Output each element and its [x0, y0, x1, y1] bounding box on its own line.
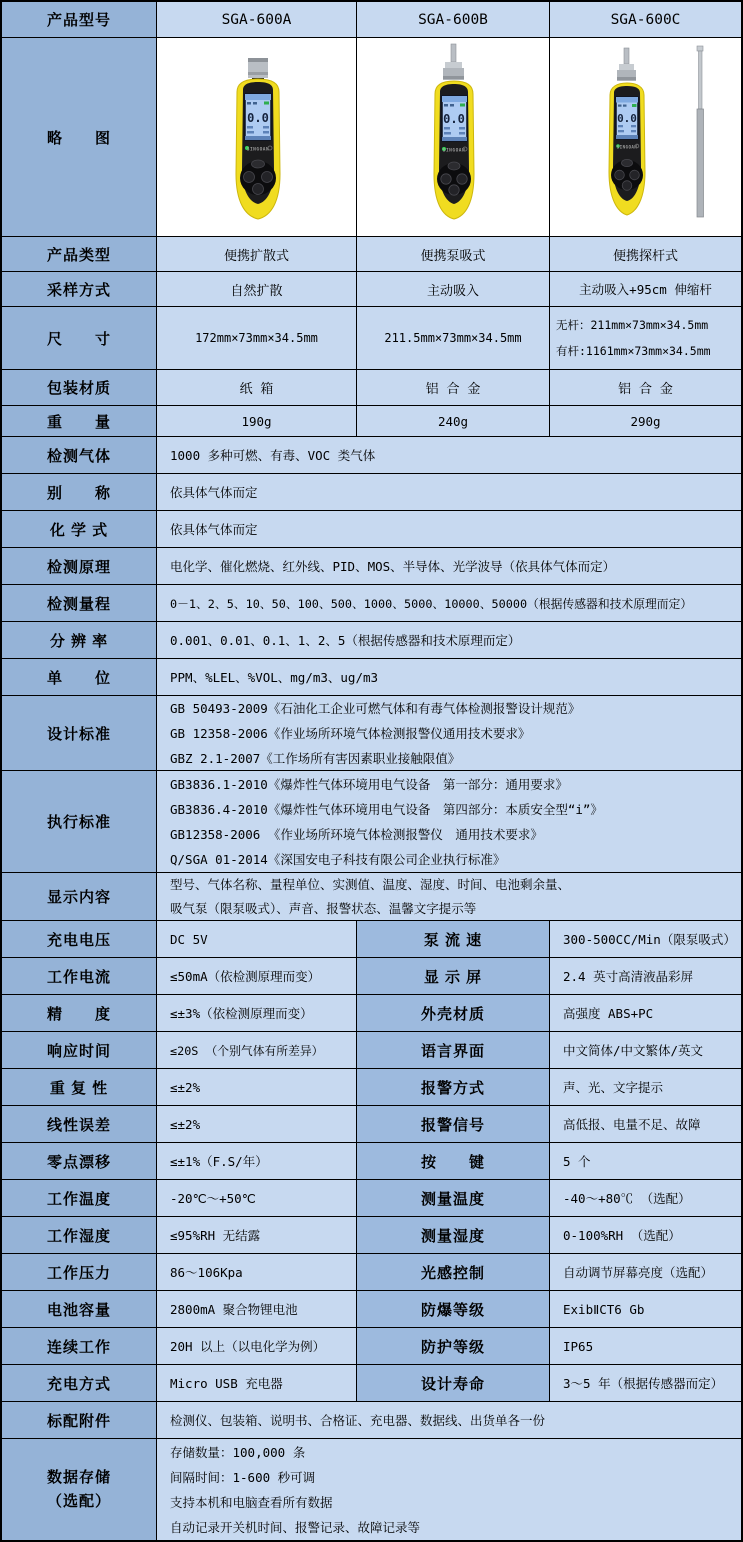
display-screen-label: 显 示 屏	[357, 958, 550, 995]
row-chemical-formula	[2, 511, 741, 548]
repeatability-value: ≤±2%	[157, 1069, 357, 1106]
detect-range-value: 0－1、2、5、10、50、100、500、1000、5000、10000、50000（根据传感器和技术原理而定）	[157, 585, 741, 622]
row-data-storage	[2, 1439, 741, 1540]
dimensions-a: 172mm×73mm×34.5mm	[157, 307, 357, 370]
unit-label: 单 位	[2, 659, 157, 696]
row-detect-range	[2, 585, 741, 622]
row-repeatability	[2, 1069, 741, 1106]
zero-drift-value: ≤±1%（F.S/年）	[157, 1143, 357, 1180]
sampling-a: 自然扩散	[157, 272, 357, 307]
row-execution-standard	[2, 771, 741, 873]
row-unit	[2, 659, 741, 696]
sampling-c: 主动吸入+95cm 伸缩杆	[550, 272, 741, 307]
weight-b: 240g	[357, 406, 550, 437]
row-response-time	[2, 1032, 741, 1069]
display-content-value	[157, 873, 741, 921]
row-working-current	[2, 958, 741, 995]
row-display-content	[2, 873, 741, 921]
design-standard-line1: GB 50493-2009《石油化工企业可燃气体和有毒气体检测报警设计规范》	[170, 700, 581, 716]
row-alias	[2, 474, 741, 511]
design-standard-line2: GB 12358-2006《作业场所环境气体检测报警仪通用技术要求》	[170, 725, 531, 741]
row-detect-principle	[2, 548, 741, 585]
row-accessories	[2, 1402, 741, 1439]
design-standard-label: 设计标准	[2, 696, 157, 771]
execution-standard-value	[157, 771, 741, 873]
working-temperature-value: -20℃～+50℃	[157, 1180, 357, 1217]
product-type-a: 便携扩散式	[157, 237, 357, 272]
row-sketch	[2, 38, 741, 237]
row-resolution	[2, 622, 741, 659]
data-storage-line1: 存储数量：100,000 条	[170, 1444, 306, 1460]
device-image-cell-a	[157, 38, 357, 237]
row-detect-gas	[2, 437, 741, 474]
row-design-standard	[2, 696, 741, 771]
response-time-value: ≤20S （个别气体有所差异）	[157, 1032, 357, 1069]
detect-principle-value: 电化学、催化燃烧、红外线、PID、MOS、半导体、光学波导（依具体气体而定）	[157, 548, 741, 585]
explosion-proof-value: ExibⅡCT6 Gb	[550, 1291, 741, 1328]
display-content-line2: 吸气泵（限泵吸式）、声音、报警状态、温馨文字提示等	[170, 900, 477, 916]
working-humidity-label: 工作湿度	[2, 1217, 157, 1254]
working-temperature-label: 工作温度	[2, 1180, 157, 1217]
dimensions-c-line2: 有杆:1161mm×73mm×34.5mm	[556, 344, 711, 358]
execution-standard-line4: Q/SGA 01-2014《深国安电子科技有限公司企业执行标准》	[170, 851, 506, 867]
weight-label: 重 量	[2, 406, 157, 437]
data-storage-line2: 间隔时间：1-600 秒可调	[170, 1469, 316, 1485]
accessories-label: 标配附件	[2, 1402, 157, 1439]
linearity-error-value: ≤±2%	[157, 1106, 357, 1143]
packaging-a: 纸 箱	[157, 370, 357, 406]
row-weight	[2, 406, 741, 437]
weight-c: 290g	[550, 406, 741, 437]
execution-standard-line3: GB12358-2006 《作业场所环境气体检测报警仪 通用技术要求》	[170, 826, 543, 842]
dimensions-b: 211.5mm×73mm×34.5mm	[357, 307, 550, 370]
data-storage-value	[157, 1439, 741, 1540]
product-type-b: 便携泵吸式	[357, 237, 550, 272]
row-working-humidity	[2, 1217, 741, 1254]
svg-text:0.0: 0.0	[616, 112, 637, 125]
row-packaging-material	[2, 370, 741, 406]
model-b-header: SGA-600B	[357, 2, 550, 38]
measure-humidity-value: 0-100%RH （选配）	[550, 1217, 741, 1254]
design-life-value: 3～5 年（根据传感器而定）	[550, 1365, 741, 1402]
device-illustration-sga-600c-icon	[571, 42, 721, 232]
alias-label: 别 称	[2, 474, 157, 511]
charging-method-label: 充电方式	[2, 1365, 157, 1402]
sketch-label: 略 图	[2, 38, 157, 237]
accessories-value: 检测仪、包装箱、说明书、合格证、充电器、数据线、出货单各一份	[157, 1402, 741, 1439]
data-storage-label	[2, 1439, 157, 1540]
accuracy-label: 精 度	[2, 995, 157, 1032]
row-sampling-method	[2, 272, 741, 307]
data-storage-line4: 自动记录开关机时间、报警记录、故障记录等	[170, 1519, 421, 1535]
display-content-label: 显示内容	[2, 873, 157, 921]
linearity-error-label: 线性误差	[2, 1106, 157, 1143]
measure-temperature-label: 测量温度	[357, 1180, 550, 1217]
dimensions-label: 尺 寸	[2, 307, 157, 370]
unit-value: PPM、%LEL、%VOL、mg/m3、ug/m3	[157, 659, 741, 696]
svg-text:SINGOAN: SINGOAN	[616, 144, 637, 150]
svg-text:0.0: 0.0	[246, 111, 269, 125]
svg-text:SINGOAN: SINGOAN	[246, 147, 269, 153]
row-zero-drift	[2, 1143, 741, 1180]
light-sense-label: 光感控制	[357, 1254, 550, 1291]
working-humidity-value: ≤95%RH 无结露	[157, 1217, 357, 1254]
dimensions-c	[550, 307, 741, 370]
packaging-label: 包装材质	[2, 370, 157, 406]
data-storage-line3: 支持本机和电脑查看所有数据	[170, 1494, 333, 1510]
pump-flow-value: 300-500CC/Min（限泵吸式）	[550, 921, 741, 958]
alarm-mode-label: 报警方式	[357, 1069, 550, 1106]
explosion-proof-label: 防爆等级	[357, 1291, 550, 1328]
row-dimensions	[2, 307, 741, 370]
row-battery-capacity	[2, 1291, 741, 1328]
model-a-header: SGA-600A	[157, 2, 357, 38]
execution-standard-line1: GB3836.1-2010《爆炸性气体环境用电气设备 第一部分：通用要求》	[170, 776, 568, 792]
display-content-line1: 型号、气体名称、量程单位、实测值、温度、湿度、时间、电池剩余量、	[170, 876, 571, 892]
resolution-label: 分 辨 率	[2, 622, 157, 659]
response-time-label: 响应时间	[2, 1032, 157, 1069]
device-image-cell-b	[357, 38, 550, 237]
row-product-type	[2, 237, 741, 272]
device-illustration-sga-600a-icon	[197, 42, 317, 232]
charging-method-value: Micro USB 充电器	[157, 1365, 357, 1402]
weight-a: 190g	[157, 406, 357, 437]
measure-temperature-value: -40～+80℃ （选配）	[550, 1180, 741, 1217]
shell-material-value: 高强度 ABS+PC	[550, 995, 741, 1032]
pump-flow-label: 泵 流 速	[357, 921, 550, 958]
battery-capacity-value: 2800mA 聚合物锂电池	[157, 1291, 357, 1328]
measure-humidity-label: 测量湿度	[357, 1217, 550, 1254]
protection-grade-label: 防护等级	[357, 1328, 550, 1365]
zero-drift-label: 零点漂移	[2, 1143, 157, 1180]
data-storage-label-line1: 数据存储	[46, 1468, 111, 1486]
working-current-value: ≤50mA（依检测原理而变）	[157, 958, 357, 995]
execution-standard-label: 执行标准	[2, 771, 157, 873]
buttons-value: 5 个	[550, 1143, 741, 1180]
language-ui-value: 中文简体/中文繁体/英文	[550, 1032, 741, 1069]
repeatability-label: 重 复 性	[2, 1069, 157, 1106]
detect-range-label: 检测量程	[2, 585, 157, 622]
model-c-header: SGA-600C	[550, 2, 741, 38]
alias-value: 依具体气体而定	[157, 474, 741, 511]
row-working-temperature	[2, 1180, 741, 1217]
chemical-formula-label: 化 学 式	[2, 511, 157, 548]
device-illustration-sga-600b-icon	[393, 42, 513, 232]
packaging-c: 铝 合 金	[550, 370, 741, 406]
chemical-formula-value: 依具体气体而定	[157, 511, 741, 548]
protection-grade-value: IP65	[550, 1328, 741, 1365]
row-accuracy	[2, 995, 741, 1032]
row-linearity-error	[2, 1106, 741, 1143]
design-life-label: 设计寿命	[357, 1365, 550, 1402]
shell-material-label: 外壳材质	[357, 995, 550, 1032]
detect-gas-label: 检测气体	[2, 437, 157, 474]
device-image-cell-c	[550, 38, 741, 237]
detect-principle-label: 检测原理	[2, 548, 157, 585]
alarm-signal-value: 高低报、电量不足、故障	[550, 1106, 741, 1143]
product-model-label: 产品型号	[2, 2, 157, 38]
language-ui-label: 语言界面	[357, 1032, 550, 1069]
product-type-c: 便携探杆式	[550, 237, 741, 272]
sampling-b: 主动吸入	[357, 272, 550, 307]
working-pressure-value: 86～106Kpa	[157, 1254, 357, 1291]
row-charging-method	[2, 1365, 741, 1402]
svg-text:SINGOAN: SINGOAN	[442, 148, 466, 154]
svg-text:0.0: 0.0	[443, 112, 465, 126]
accuracy-value: ≤±3%（依检测原理而变）	[157, 995, 357, 1032]
design-standard-value	[157, 696, 741, 771]
working-pressure-label: 工作压力	[2, 1254, 157, 1291]
alarm-signal-label: 报警信号	[357, 1106, 550, 1143]
charge-voltage-value: DC 5V	[157, 921, 357, 958]
dimensions-c-line1: 无杆：211mm×73mm×34.5mm	[556, 318, 709, 332]
detect-gas-value: 1000 多种可燃、有毒、VOC 类气体	[157, 437, 741, 474]
continuous-work-value: 20H 以上（以电化学为例）	[157, 1328, 357, 1365]
row-product-model	[2, 2, 741, 38]
row-continuous-work	[2, 1328, 741, 1365]
continuous-work-label: 连续工作	[2, 1328, 157, 1365]
display-screen-value: 2.4 英寸高清液晶彩屏	[550, 958, 741, 995]
alarm-mode-value: 声、光、文字提示	[550, 1069, 741, 1106]
light-sense-value: 自动调节屏幕亮度（选配）	[550, 1254, 741, 1291]
packaging-b: 铝 合 金	[357, 370, 550, 406]
row-working-pressure	[2, 1254, 741, 1291]
execution-standard-line2: GB3836.4-2010《爆炸性气体环境用电气设备 第四部分：本质安全型“i”》	[170, 801, 603, 817]
charge-voltage-label: 充电电压	[2, 921, 157, 958]
sampling-method-label: 采样方式	[2, 272, 157, 307]
product-type-label: 产品类型	[2, 237, 157, 272]
buttons-label: 按 键	[357, 1143, 550, 1180]
data-storage-label-line2: （选配）	[46, 1492, 111, 1510]
battery-capacity-label: 电池容量	[2, 1291, 157, 1328]
working-current-label: 工作电流	[2, 958, 157, 995]
row-charge-voltage	[2, 921, 741, 958]
resolution-value: 0.001、0.01、0.1、1、2、5（根据传感器和技术原理而定）	[157, 622, 741, 659]
design-standard-line3: GBZ 2.1-2007《工作场所有害因素职业接触限值》	[170, 750, 461, 766]
